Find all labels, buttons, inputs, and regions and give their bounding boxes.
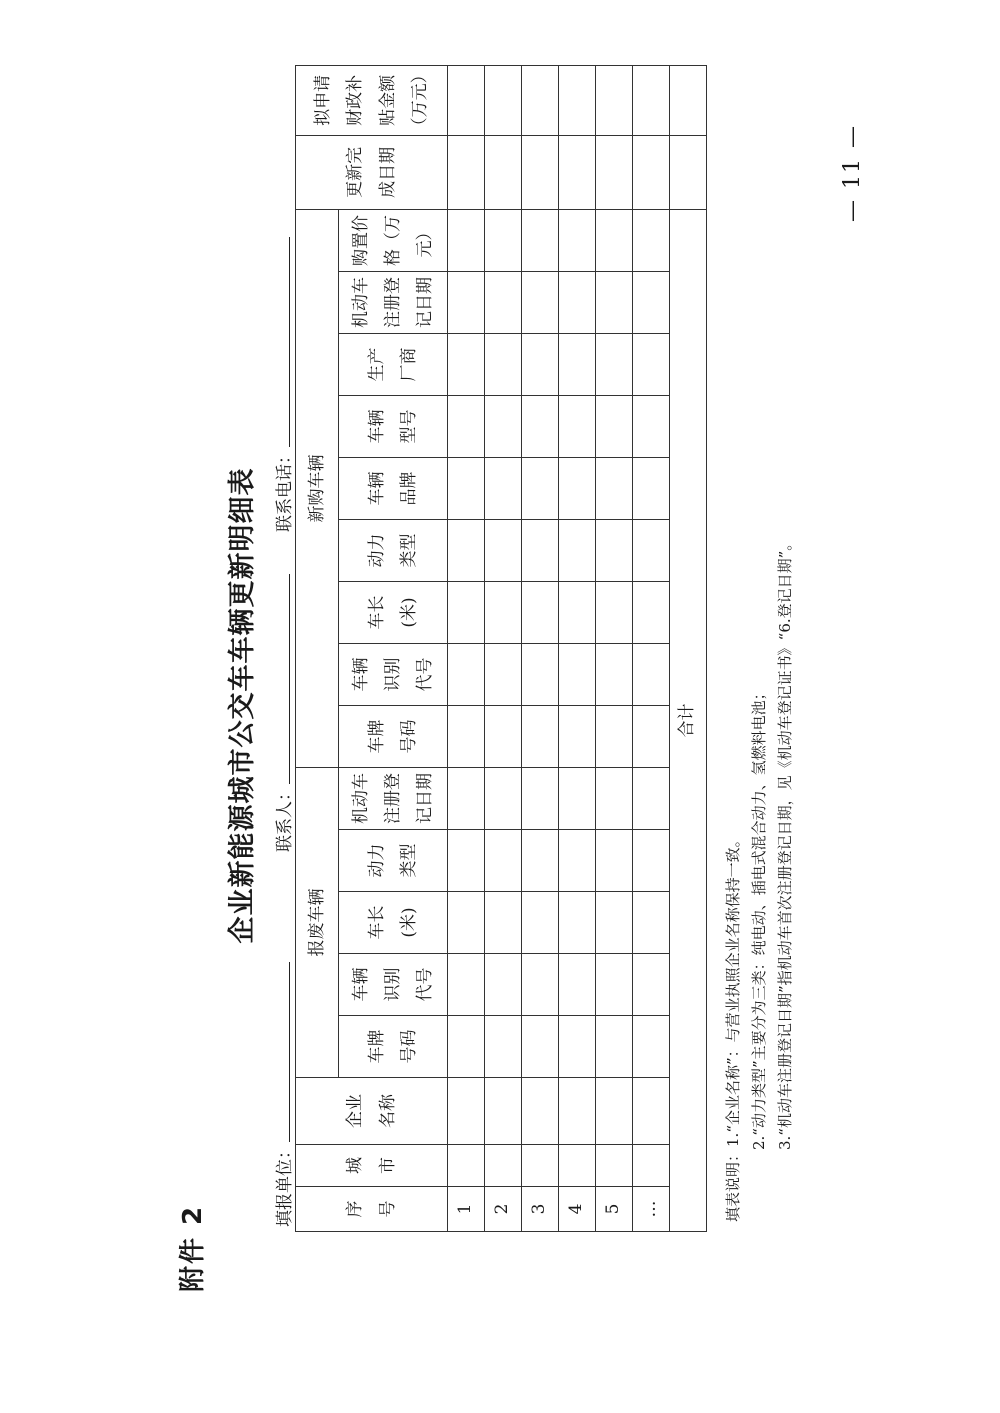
header-new-brand: 车辆 品牌: [339, 457, 448, 519]
note-item: 3.“机动车注册登记日期”指机动车首次注册登记日期，见《机动车登记证书》“6.登记日期”。: [776, 535, 794, 1150]
header-seq: 序 号: [296, 1187, 448, 1232]
header-new-power: 动力 类型: [339, 519, 448, 581]
header-scrapped-vin: 车辆 识别 代号: [339, 954, 448, 1016]
header-scrapped-power: 动力 类型: [339, 830, 448, 892]
notes-prefix: 填表说明：: [724, 1146, 742, 1222]
row-number: 2: [485, 1187, 522, 1232]
header-new-length: 车长 (米): [339, 581, 448, 643]
row-number: …: [633, 1187, 670, 1232]
header-new-regdate: 机动车 注册登 记日期: [339, 271, 448, 333]
attachment-label: 附件 2: [178, 1204, 208, 1292]
header-scrapped-regdate: 机动车 注册登 记日期: [339, 767, 448, 829]
page-number: — 11 —: [840, 124, 865, 222]
unit-field: [270, 962, 295, 1227]
table-row: [559, 65, 596, 1231]
contact-label: 联系人：: [275, 784, 295, 852]
header-scrapped-group: 报废车辆: [296, 767, 339, 1077]
header-new-plate: 车牌 号码: [339, 705, 448, 767]
phone-field: [270, 237, 295, 532]
table-row: [448, 65, 485, 1231]
contact-blank[interactable]: [271, 574, 290, 784]
total-row: [670, 65, 707, 1231]
table-row: [522, 65, 559, 1231]
table-body: [448, 65, 707, 1231]
header-new-vin: 车辆 识别 代号: [339, 643, 448, 705]
note-item: 1.“企业名称”：与营业执照企业名称保持一致。: [724, 832, 742, 1147]
header-scrapped-plate: 车牌 号码: [339, 1016, 448, 1078]
table-row: [633, 65, 670, 1231]
unit-label: 填报单位：: [275, 1142, 295, 1227]
note-item: 2.“动力类型”主要分为三类：纯电动、插电式混合动力、氢燃料电池；: [750, 685, 768, 1150]
unit-blank[interactable]: [271, 962, 290, 1142]
row-number: 1: [448, 1187, 485, 1232]
row-number: 4: [559, 1187, 596, 1232]
row-number: 3: [522, 1187, 559, 1232]
header-new-maker: 生产 厂商: [339, 333, 448, 395]
table-row: [485, 65, 522, 1231]
row-number: 5: [596, 1187, 633, 1232]
fill-notes: [720, 536, 798, 1222]
header-new-model: 车辆 型号: [339, 395, 448, 457]
phone-label: 联系电话：: [275, 447, 295, 532]
header-new-price: 购置价 格（万 元）: [339, 209, 448, 271]
header-city: 城 市: [296, 1145, 448, 1187]
form-title: 企业新能源城市公交车车辆更新明细表: [227, 467, 258, 944]
header-subsidy: 拟申请 财政补 贴金额 （万元）: [296, 65, 448, 135]
header-company: 企业 名称: [296, 1078, 448, 1145]
total-label: 合计: [670, 209, 707, 1231]
phone-blank[interactable]: [271, 237, 290, 447]
header-new-group: 新购车辆: [296, 209, 339, 767]
header-complete-date: 更新完 成日期: [296, 135, 448, 209]
vehicle-table: [295, 65, 707, 1232]
header-scrapped-length: 车长 (米): [339, 892, 448, 954]
table-row: [596, 65, 633, 1231]
contact-field: [270, 574, 295, 852]
